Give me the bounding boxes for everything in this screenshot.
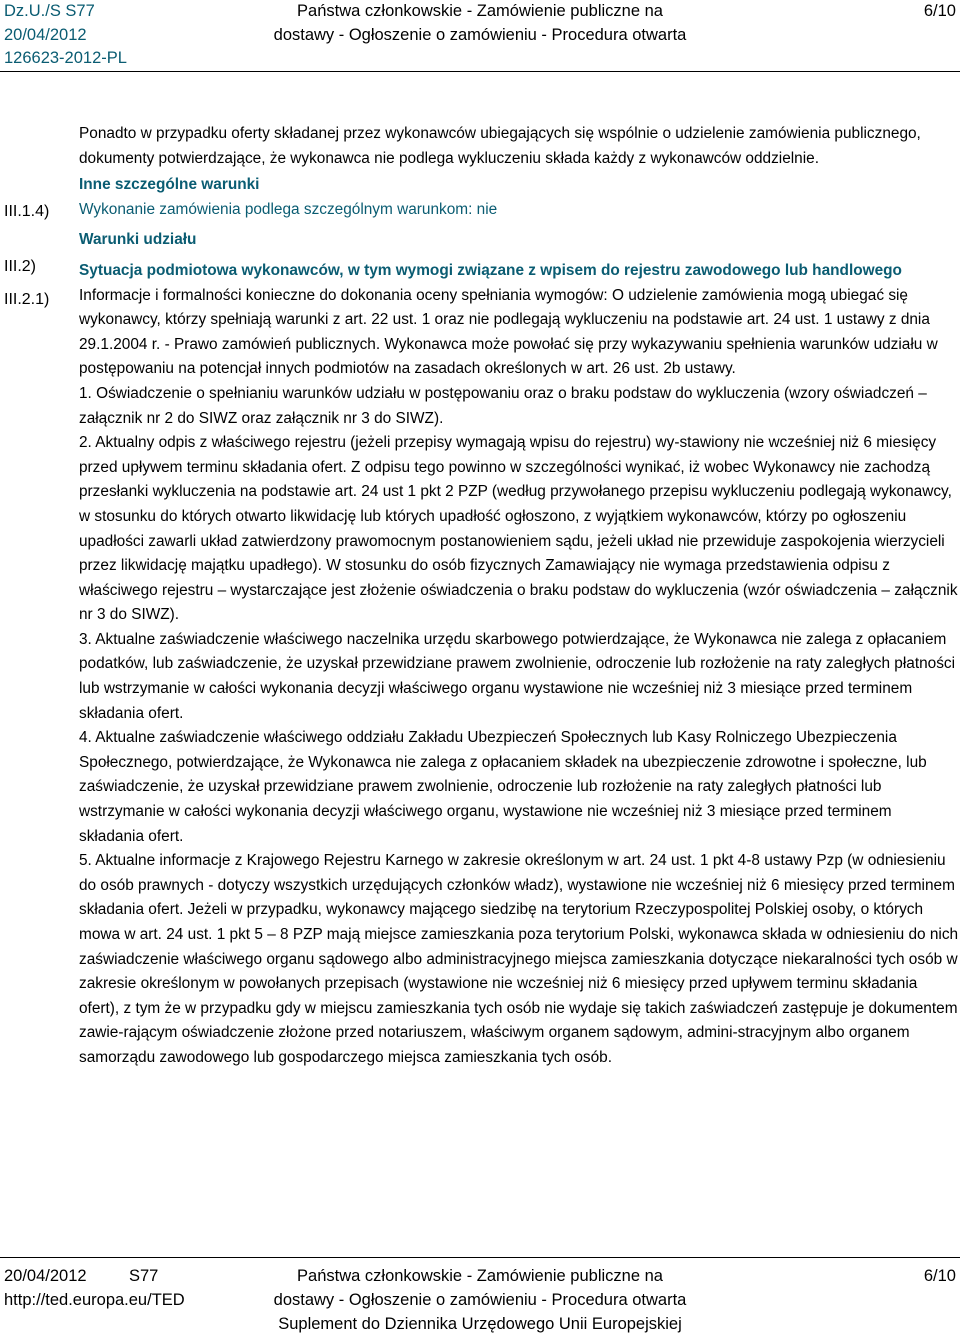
footer-rule bbox=[0, 1257, 960, 1258]
header-center bbox=[0, 0, 960, 47]
footer-center bbox=[0, 1264, 960, 1336]
requirement-3: 3. Aktualne zaświadczenie właściwego naczelnika urzędu skarbowego potwierdzające, że Wykonawca nie zalega z opłacaniem podatków, lub zaświadczenie, że uzyskał przewidziane prawem zwolnienie, odroczenie lub rozłożenie na raty zaległych płatności lub wstrzymanie w całości wykonania decyzji właściwego organu wystawione nie wcześniej niż 3 miesiące przed terminem składania ofert. bbox=[79, 630, 956, 722]
footer-title-line2: dostawy - Ogłoszenie o zamówieniu - Procedura otwarta bbox=[273, 1291, 687, 1309]
footer-title-line1: Państwa członkowskie - Zamówienie publiczne na bbox=[297, 1267, 663, 1285]
section-number-iii-2: III.2) bbox=[4, 258, 37, 275]
requirement-1: 1. Oświadczenie o spełnianiu warunków udziału w postępowaniu oraz o braku podstaw do wykluczenia (wzory oświadczeń – załącznik nr 2 do SIWZ oraz załącznik nr 3 do SIWZ). bbox=[79, 384, 927, 427]
header-title-line2: dostawy - Ogłoszenie o zamówieniu - Procedura otwarta bbox=[273, 25, 687, 44]
participation-conditions-title: Warunki udziału bbox=[79, 231, 197, 249]
requirement-4: 4. Aktualne zaświadczenie właściwego oddziału Zakładu Ubezpieczeń Społecznych lub Kasy Rolniczego Ubezpieczenia Społecznego, potwierdzające, że Wykonawca nie zalega z opłacaniem składek na ubezpieczenie zdrowotne i społeczne, lub zaświadczenie, że uzyskał przewidziane prawem zwolnienie, odroczenie lub rozłożenie na raty zaległych płatności lub wstrzymanie w całości wykonania decyzji właściwego organu, wystawione nie wcześniej niż 3 miesiące przed terminem składania ofert. bbox=[79, 729, 927, 845]
ted-url: http://ted.europa.eu/TED bbox=[4, 1291, 185, 1309]
main-content bbox=[79, 122, 959, 1071]
journal-ref: Dz.U./S S77 bbox=[4, 2, 95, 20]
requirement-2: 2. Aktualny odpis z właściwego rejestru (jeżeli przepisy wymagają wpisu do rejestru) wy-stawiony nie wcześniej niż 6 miesięcy przed upływem terminu składania ofert. Z odpisu tego powinno w szczególności wynikać, iż wobec Wykonawcy nie zachodzą przesłanki wykluczenia na podstawie art. 24 ust 1 pkt 2 PZP (według przywołanego przepisu wykluczeniu podlegają wykonawcy, w stosunku do których otwarto likwidację lub których upadłość ogłoszono, z wyjątkiem wykonawców, którzy po ogłoszeniu upadłości zawarli układ zatwierdzony prawomocnym postanowieniem sądu, jeżeli układ nie przewiduje zaspokojenia wierzycieli przez likwidację majątku upadłego). W stosunku do osób fizycznych Zamawiający nie wymaga przedstawienia odpisu z właściwego rejestru – wystarczające jest złożenie oświadczenia o braku podstaw do wykluczenia (wzór oświadczenia – załącznik nr 3 do SIWZ). bbox=[79, 434, 958, 624]
footer-page-number: 6/10 bbox=[923, 1267, 956, 1285]
section-number-iii-2-1: III.2.1) bbox=[4, 291, 50, 308]
header-page-number: 6/10 bbox=[923, 2, 956, 20]
page-header bbox=[0, 0, 960, 70]
subject-situation-title: Sytuacja podmiotowa wykonawców, w tym wymogi związane z wpisem do rejestru zawodowego lub handlowego bbox=[79, 261, 902, 279]
header-title-line1: Państwa członkowskie - Zamówienie publiczne na bbox=[297, 2, 663, 20]
notice-number: 126623-2012-PL bbox=[4, 49, 127, 67]
requirement-5: 5. Aktualne informacje z Krajowego Rejestru Karnego w zakresie określonym w art. 24 ust. 1 pkt 4-8 ustawy Pzp (w odniesieniu do osób prawnych - dotyczy wszystkich urzędujących członków władz), wystawione nie wcześniej niż 6 miesięcy przed terminem składania ofert. Jeżeli w przypadku, wykonawcy mającego siedzibę na terytorium Rzeczypospolitej Polskiej osoby, o których mowa w art. 24 ust. 1 pkt 5 – 8 PZP mają miejsce zamieszkania poza terytorium Polski, wykonawca składa w odniesieniu do nich zaświadczenie właściwego organu sądowego albo administracyjnego miejsca zamieszkania dotyczące niekaralności tych osób w zakresie określonym w powołanych przepisach (wystawione nie wcześniej niż 6 miesięcy przed upływem terminu składania ofert), z tym że w przypadku gdy w miejscu zamieszkania tych osób nie wydaje się takich zaświadczeń zastępuje je dokumentem zawie-rającym oświadczenie złożone przed notariuszem, właściwym organem sądowym, admini-stracyjnym albo organem samorządu zawodowego lub gospodarczego miejsca zamieszkania tych osób. bbox=[79, 852, 959, 1066]
header-date: 20/04/2012 bbox=[4, 25, 87, 44]
page-footer bbox=[0, 1264, 960, 1334]
other-conditions-title: Inne szczególne warunki bbox=[79, 176, 260, 194]
section-number-iii-1-4: III.1.4) bbox=[4, 203, 50, 220]
requirements-paragraph: Informacje i formalności konieczne do dokonania oceny spełniania wymogów: O udzielenie zamówienia mogą ubiegać się wykonawcy, którzy spełniają warunki z art. 22 ust. 1 oraz nie podlegają wykluczeniu na podstawie art. 24 ust. 1 ustawy z dnia 29.1.2004 r. - Prawo zamówień publicznych. Wykonawca może powołać się przy wykazywaniu spełnienia warunków udziału w postępowaniu na potencjał innych podmiotów na zasadach określonych w art. 26 ust. 2b ustawy. bbox=[79, 286, 938, 378]
footer-date: 20/04/2012 bbox=[4, 1267, 87, 1285]
footer-supplement: Suplement do Dziennika Urzędowego Unii Europejskiej bbox=[278, 1315, 682, 1333]
header-rule bbox=[0, 71, 960, 72]
other-conditions-text: Wykonanie zamówienia podlega szczególnym warunkom: nie bbox=[79, 200, 498, 218]
intro-paragraph: Ponadto w przypadku oferty składanej przez wykonawców ubiegających się wspólnie o udzielenie zamówienia publicznego, dokumenty potwierdzające, że wykonawca nie podlega wykluczeniu składa każdy z wykonawców oddzielnie. bbox=[79, 125, 921, 167]
footer-series: S77 bbox=[129, 1267, 159, 1285]
